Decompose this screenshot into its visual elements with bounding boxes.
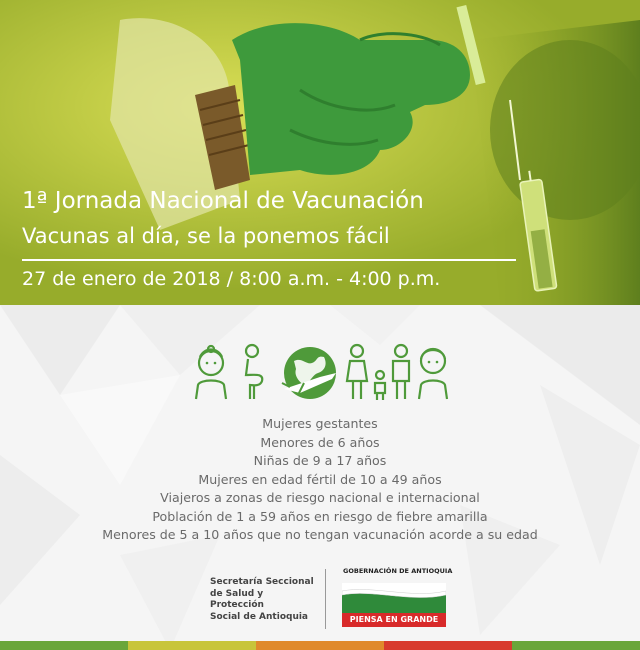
list-item: Viajeros a zonas de riesgo nacional e internacional [160, 490, 480, 505]
info-section [0, 305, 640, 650]
secretaria-line: Secretaría Seccional [210, 577, 314, 587]
list-item: Menores de 5 a 10 años que no tengan vacunación acorde a su edad [102, 527, 538, 542]
family-icon [345, 343, 415, 401]
list-item: Mujeres gestantes [262, 416, 378, 431]
event-date-time: 27 de enero de 2018 / 8:00 a.m. - 4:00 p.m. [22, 268, 441, 290]
target-group-icons [190, 343, 450, 403]
hero-banner [0, 0, 640, 305]
child-icon [190, 343, 232, 401]
footer-divider [325, 569, 326, 629]
footer-logos [0, 563, 640, 633]
color-stripe [0, 641, 640, 650]
target-groups-list [0, 415, 640, 545]
secretaria-logo-text [210, 577, 320, 623]
antioquia-flag-logo [342, 583, 446, 613]
travel-globe-icon [280, 343, 340, 403]
gobernacion-label: GOBERNACIÓN DE ANTIOQUIA [343, 567, 453, 575]
title-divider [22, 259, 516, 261]
piensa-en-grande-badge: PIENSA EN GRANDE [342, 613, 446, 627]
list-item: Menores de 6 años [260, 434, 380, 450]
list-item: Población de 1 a 59 años en riesgo de fiebre amarilla [152, 508, 488, 524]
event-title: 1ª Jornada Nacional de Vacunación [22, 188, 424, 214]
list-item: Mujeres en edad fértil de 10 a 49 años [198, 471, 442, 487]
secretaria-line: Social de Antioquia [210, 611, 309, 622]
pregnant-woman-icon [240, 343, 268, 401]
secretaria-line: de Salud y Protección [210, 588, 264, 610]
boy-icon [415, 343, 451, 401]
event-subtitle: Vacunas al día, se la ponemos fácil [22, 224, 390, 248]
list-item: Niñas de 9 a 17 años [253, 453, 387, 468]
